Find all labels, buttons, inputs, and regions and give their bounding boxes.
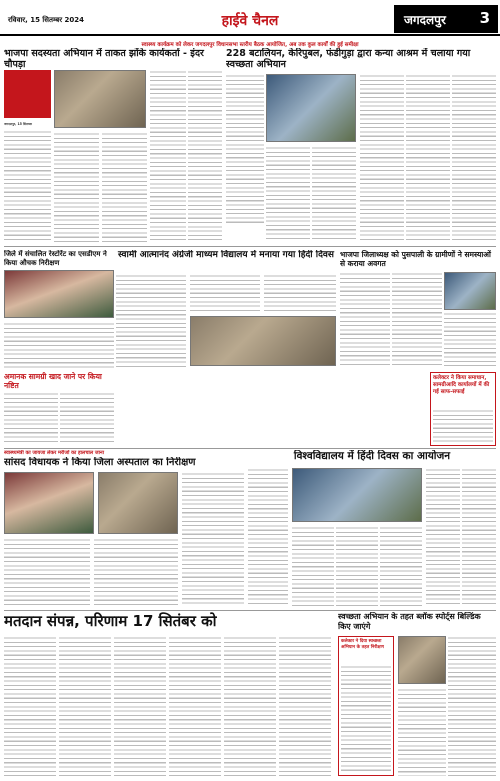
headline: भाजपा सदस्यता अभियान में ताकत झोंके कार्यकर्ता - इंदर चौपड़ा xyxy=(4,48,204,70)
body-text-3 xyxy=(312,146,356,240)
body-text xyxy=(226,74,264,224)
body-text-4 xyxy=(150,70,186,240)
body-text-3 xyxy=(336,526,378,606)
body-text xyxy=(341,665,391,773)
body-text xyxy=(4,392,58,444)
body-text-5 xyxy=(188,70,222,240)
body-text-6 xyxy=(452,74,496,242)
article-villagers-problems xyxy=(340,250,496,370)
photo-university-event xyxy=(292,468,422,522)
headline: मतदान संपन्न, परिणाम 17 सितंबर को xyxy=(4,612,217,630)
body-text-2 xyxy=(392,272,442,368)
article-hindi-diwas-school xyxy=(116,250,336,370)
body-text-5 xyxy=(224,636,276,776)
body-text-2 xyxy=(190,274,260,314)
body-text-6 xyxy=(462,468,496,606)
article-restaurant-inspection xyxy=(4,250,114,370)
city-label: जगदलपुर xyxy=(404,13,446,27)
headline: सांसद विधायक ने किया जिला अस्पताल का निरीक्षण xyxy=(4,457,196,468)
body-text-4 xyxy=(360,74,404,242)
headline: जिले में संचालित रेस्टोरेंट का एसडीएम ने किया औचक निरीक्षण xyxy=(4,250,107,267)
body-text-2 xyxy=(266,146,310,240)
body-text-2 xyxy=(60,392,114,444)
photo-hospital xyxy=(4,472,94,534)
body-text xyxy=(182,472,244,606)
kicker: स्वास्थ्यमंत्री का जायजा लेकर मरीजों का हालचाल जाना xyxy=(4,450,104,456)
headline: भाजपा जिलाध्यक्ष को पुसपाली के ग्रामीणों ने समस्याओं से कराया अवगत xyxy=(340,250,491,268)
body-text-4 xyxy=(380,526,422,606)
article-substandard-goods xyxy=(4,372,114,446)
body-text-2 xyxy=(398,688,446,776)
body-text xyxy=(4,322,114,368)
article-voting-results xyxy=(4,612,334,778)
body-text-2 xyxy=(59,636,111,776)
article-bjp-membership xyxy=(4,48,222,244)
dateline: जगदलपुर, 15 सितम्बर xyxy=(4,122,32,126)
article-university-hindi-diwas xyxy=(248,450,496,608)
caption: कलेक्टर ने किया समाधान, सामग्रीआदि कार्यालयों में की गई साफ-सफाई xyxy=(433,375,490,395)
city-banner xyxy=(394,5,498,33)
page-number: 3 xyxy=(479,9,490,27)
section-rule-2 xyxy=(4,448,496,449)
masthead-rule xyxy=(0,34,500,36)
article-collector-cleaning xyxy=(430,372,496,446)
body-text-3 xyxy=(114,636,166,776)
date-label: रविवार, 15 सितम्बर 2024 xyxy=(8,16,84,24)
article-collector-inspection xyxy=(338,636,394,776)
body-text-2 xyxy=(54,132,99,242)
photo-ashram xyxy=(266,74,356,142)
body-text xyxy=(4,636,56,776)
photo-restaurant xyxy=(4,270,114,318)
photo-meeting xyxy=(54,70,146,128)
paper-name: हाईवे चैनल xyxy=(221,13,279,29)
article-crpf-cleanliness xyxy=(226,48,496,244)
body-text xyxy=(433,409,493,443)
article-block-sports xyxy=(338,612,496,778)
body-text-2 xyxy=(292,526,334,606)
headline: स्वच्छता अभियान के तहत ब्लॉक स्पोर्ट्स बिल्डिंक किए जाएंगे xyxy=(338,612,481,631)
body-text-5 xyxy=(426,468,460,606)
photo-ward xyxy=(98,472,178,534)
masthead xyxy=(0,0,500,36)
body-text-2 xyxy=(4,538,90,606)
photo-school-event xyxy=(190,316,336,366)
body-text xyxy=(248,468,288,606)
body-text-5 xyxy=(406,74,450,242)
body-text xyxy=(116,274,186,368)
headline: अमानक सामग्री खाद जाने पर किया नष्टित xyxy=(4,372,102,390)
body-text-3 xyxy=(94,538,178,606)
section-rule-1 xyxy=(4,246,496,247)
body-text-3 xyxy=(448,636,496,776)
headline: 228 बटालियन, केरिपुबल, फंडीगुड़ा द्वारा कन्या आश्रम में चलाया गया स्वच्छता अभियान xyxy=(226,48,471,70)
section-rule-3 xyxy=(4,610,496,611)
photo-sports xyxy=(398,636,446,684)
article-hospital-inspection xyxy=(4,450,244,608)
body-text-3 xyxy=(444,312,496,368)
body-text-4 xyxy=(169,636,221,776)
body-text-6 xyxy=(279,636,331,776)
headline: कलेक्टर ने दिया स्वच्छता अभियान के तहत निरीक्षण xyxy=(341,639,384,650)
body-text xyxy=(4,130,51,240)
body-text xyxy=(340,272,390,368)
headline: स्वामी आत्मानंद अंग्रेजी माध्यम विद्यालय में मनाया गया हिंदी दिवस xyxy=(118,250,334,260)
body-text-3 xyxy=(264,274,336,314)
red-info-box xyxy=(4,70,51,118)
photo-villagers xyxy=(444,272,496,310)
headline: विश्वविद्यालय में हिंदी दिवस का आयोजन xyxy=(293,450,451,462)
body-text-3 xyxy=(102,132,147,242)
ticker-line: स्वास्थ्य कार्यक्रम को लेकर जगदलपुर विधानसभा स्तरीय बैठक आयोजित, अब तक कुल कार्यों की हुई समीक्षा xyxy=(141,42,359,48)
